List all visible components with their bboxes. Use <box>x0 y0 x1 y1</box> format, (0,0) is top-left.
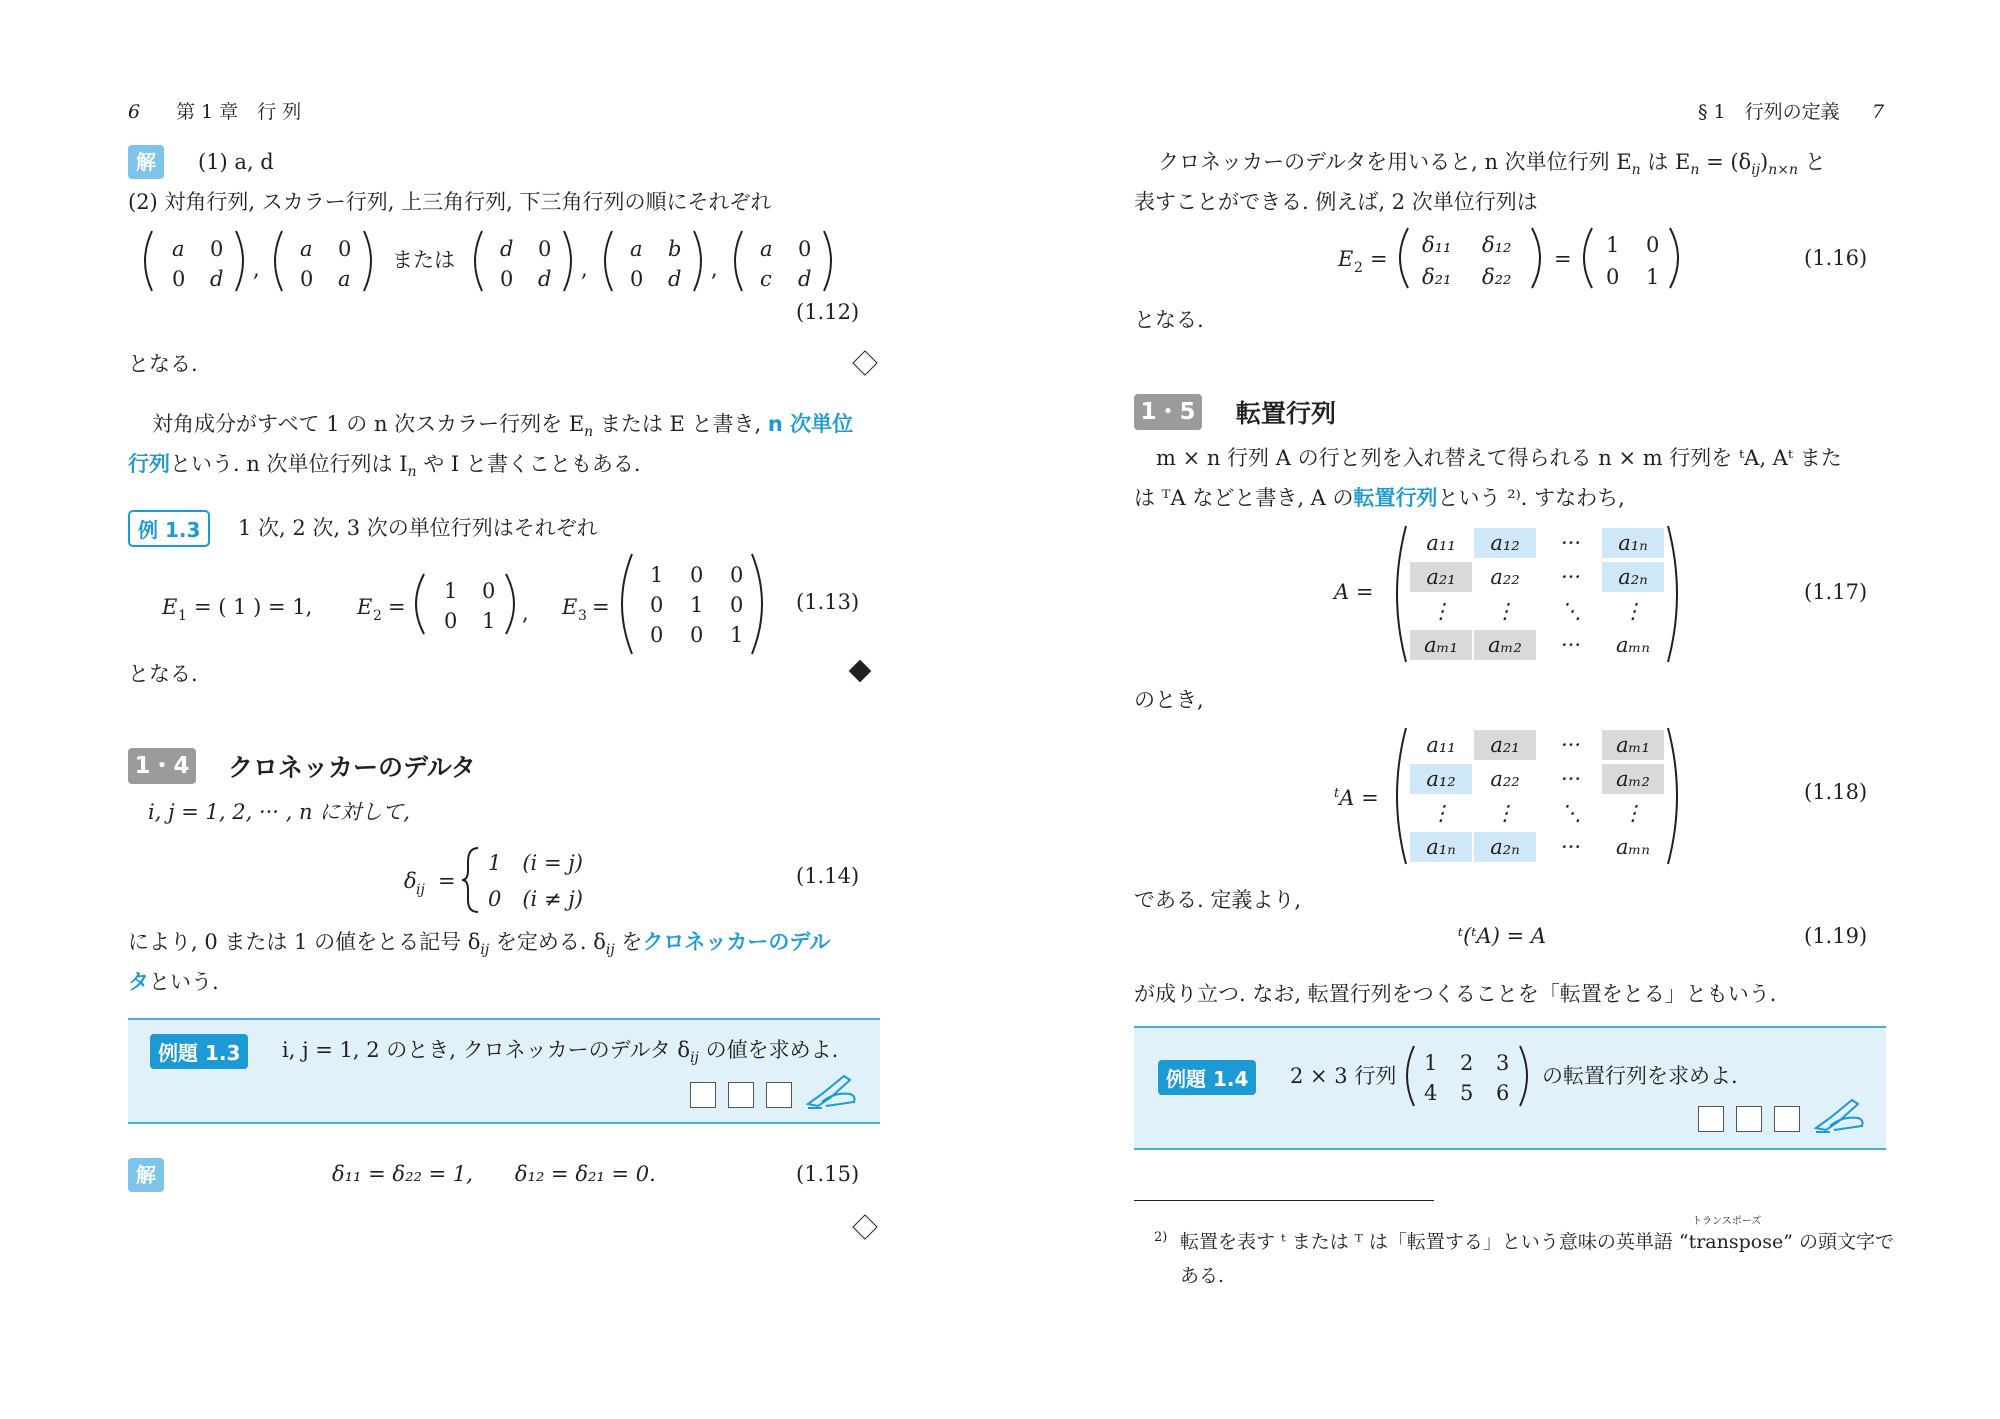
svg-text:3: 3 <box>578 608 587 624</box>
svg-text:=: = <box>1370 247 1388 271</box>
matrix-entry: a <box>338 267 351 291</box>
matrix-A-transpose: $^t$A = a₁₁ a₂₁ ··· aₘ₁ a₁₂ a₂₂ ··· aₘ₂ ⋮ ⋮ ⋱ ⋮ a₁ₙ a₂ₙ ··· aₘₙ <box>1334 726 1694 866</box>
matrix-entry: a <box>300 237 313 261</box>
svg-text:3: 3 <box>1496 1051 1510 1075</box>
kronecker-definition-line-2: タという. <box>128 970 219 994</box>
svg-text:=: = <box>1554 247 1572 271</box>
matrix-entry: aₘ₁ <box>1410 630 1472 660</box>
matrix-entry: d <box>668 267 682 291</box>
section-title: クロネッカーのデルタ <box>228 753 476 782</box>
problem-text-1-4-pre: 2 × 3 行列 <box>1290 1064 1397 1088</box>
svg-text:E: E <box>357 595 373 619</box>
matrix-entry: ⋮ <box>1622 599 1644 623</box>
svg-text:,: , <box>581 257 588 281</box>
svg-text:0: 0 <box>650 623 664 647</box>
svg-text:ij: ij <box>416 882 425 898</box>
matrix-entry: a₂ₙ <box>1474 832 1536 862</box>
svg-text:1: 1 <box>178 608 187 624</box>
matrix-entry: aₘₙ <box>1616 633 1650 657</box>
matrix-entry: 0 <box>500 267 514 291</box>
matrix-entry: a₂ₙ <box>1602 562 1664 592</box>
matrix-entry: ⋮ <box>1430 801 1452 825</box>
matrix-A: A = a₁₁ a₁₂ ··· a₁ₙ a₂₁ a₂₂ ··· a₂ₙ ⋮ ⋮ ⋱ ⋮ aₘ₁ aₘ₂ ··· aₘₙ <box>1334 524 1694 664</box>
solution-line-2: (2) 対角行列, スカラー行列, 上三角行列, 下三角行列の順にそれぞれ <box>128 190 772 214</box>
matrix-entry: a₁ₙ <box>1602 528 1664 558</box>
matrix-entry: a₁₂ <box>1410 764 1472 794</box>
footnote-mark: 2) <box>1154 1230 1168 1245</box>
solution-line-1: (1) a, d <box>198 150 274 174</box>
solution-badge-2: 解 <box>128 1158 164 1192</box>
intro-line-1: クロネッカーのデルタを用いると, n 次単位行列 $E_n$ は $E_n = (\delta_{ij})_{n\times n}$ と <box>1158 150 1826 179</box>
svg-text:=: = <box>388 595 406 619</box>
checkbox-6[interactable] <box>1774 1106 1800 1132</box>
svg-text:1: 1 <box>482 609 496 633</box>
matrix-entry: aₘ₁ <box>1602 730 1664 760</box>
svg-text:0: 0 <box>730 563 744 587</box>
checkbox-5[interactable] <box>1736 1106 1762 1132</box>
matrix-entry: a₁₁ <box>1426 531 1456 555</box>
section-number-1-5: 1・5 <box>1134 394 1202 430</box>
svg-text:0: 0 <box>1606 265 1620 289</box>
matrix-entry: 0 <box>630 267 644 291</box>
checkbox-2[interactable] <box>728 1082 754 1108</box>
matrix-entry: d <box>210 267 224 291</box>
transpose-line-1: m × n 行列 A の行と列を入れ替えて得られる n × m 行列を ᵗA, Aᵗ また <box>1156 446 1842 470</box>
equation-number-1-19: (1.19) <box>1804 924 1868 948</box>
svg-text:5: 5 <box>1460 1081 1474 1105</box>
problem-label-1-3: 例題 1.3 <box>150 1034 248 1069</box>
checkbox-1[interactable] <box>690 1082 716 1108</box>
svg-text:0: 0 <box>690 623 704 647</box>
matrix-entry: a₁ₙ <box>1410 832 1472 862</box>
dearu-text: である. 定義より, <box>1134 888 1302 912</box>
matrix-entry: ··· <box>1560 733 1582 757</box>
footnote-ruby: トランスポーズ <box>1692 1216 1762 1227</box>
equation-1-15: δ₁₁ = δ₂₂ = 1, δ₁₂ = δ₂₁ = 0. <box>332 1162 656 1186</box>
matrix-2x3 <box>1400 1042 1536 1110</box>
equation-number-1-13: (1.13) <box>796 590 860 614</box>
naru-text-1: となる. <box>128 352 198 376</box>
equation-number-1-16: (1.16) <box>1804 246 1868 270</box>
matrix-entry: 0 <box>210 237 224 261</box>
matrix-group-1-12 <box>138 226 858 296</box>
svg-text:δ₁₁: δ₁₁ <box>1422 233 1452 257</box>
matrix-entry: d <box>538 267 552 291</box>
svg-text:=: = <box>438 869 456 893</box>
equation-number-1-15: (1.15) <box>796 1162 860 1186</box>
section-number: 1・4 <box>128 748 196 784</box>
matrix-entry: d <box>500 237 514 261</box>
right-page-number: 7 <box>1872 101 1885 123</box>
svg-text:1: 1 <box>1424 1051 1438 1075</box>
checkbox-4[interactable] <box>1698 1106 1724 1132</box>
term-transpose-matrix: 転置行列 <box>1353 486 1438 510</box>
problem-text-1-3: i, j = 1, 2 のとき, クロネッカーのデルタ $\delta_{ij}$ の値を求めよ. <box>282 1038 839 1067</box>
unit-matrix-paragraph-line-2: 行列という. n 次単位行列は $I_n$ や I と書くこともある. <box>128 452 641 481</box>
or-text: または <box>392 248 455 272</box>
svg-text:2: 2 <box>373 608 382 624</box>
kronecker-definition-line-1: により, 0 または 1 の値をとる記号 $\delta_{ij}$ を定める. $\delta_{ij}$ をクロネッカーのデル <box>128 930 831 959</box>
problem-label-1-4: 例題 1.4 <box>1158 1060 1256 1095</box>
svg-text:6: 6 <box>1496 1081 1510 1105</box>
matrix-entry: 0 <box>300 267 314 291</box>
matrix-entry: 0 <box>798 237 812 261</box>
matrix-entry: a₂₂ <box>1490 767 1520 791</box>
svg-text:,: , <box>253 257 260 281</box>
intro-line-2: 表すことができる. 例えば, 2 次単位行列は <box>1134 190 1538 214</box>
svg-text:2: 2 <box>1460 1051 1474 1075</box>
matrix-entry: 0 <box>338 237 352 261</box>
footnote-line-1: 転置を表す ᵗ または ᵀ は「転置する」という意味の英単語 “transpose” の頭文字で <box>1180 1231 1894 1253</box>
equation-1-13 <box>160 552 860 656</box>
term-unit-matrix: n 次単位 <box>767 412 854 436</box>
svg-text:δ₁₂: δ₁₂ <box>1482 233 1512 257</box>
matrix-entry: 0 <box>538 237 552 261</box>
unit-matrix-paragraph-line-1: 対角成分がすべて 1 の n 次スカラー行列を $E_n$ または E と書き, n 次単位 <box>152 412 854 441</box>
svg-text:E: E <box>562 595 578 619</box>
matrix-entry: a₁₂ <box>1474 528 1536 558</box>
matrix-entry: a <box>172 237 185 261</box>
svg-text:0: 0 <box>690 563 704 587</box>
equation-1-12 <box>138 226 858 296</box>
svg-text:0: 0 <box>444 609 458 633</box>
matrix-entry: c <box>760 267 772 291</box>
nototoki-text: のとき, <box>1134 688 1204 712</box>
transpose-last-line: が成り立つ. なお, 転置行列をつくることを「転置をとる」ともいう. <box>1134 982 1777 1006</box>
svg-text:= ( 1 ) = 1,: = ( 1 ) = 1, <box>194 595 313 619</box>
matrix-entry: aₘₙ <box>1616 835 1650 859</box>
svg-text:4: 4 <box>1424 1081 1438 1105</box>
end-of-example-icon <box>849 660 872 683</box>
matrix-entry: a₂₂ <box>1490 565 1520 589</box>
svg-text:,: , <box>711 257 718 281</box>
matrix-entry: ⋮ <box>1494 599 1516 623</box>
svg-text:1: 1 <box>690 593 704 617</box>
footnote-line-2: ある. <box>1180 1265 1225 1287</box>
matrix-entry: aₘ₂ <box>1474 630 1536 660</box>
svg-text:1: 1 <box>650 563 664 587</box>
matrix-entry: ⋱ <box>1560 801 1582 825</box>
equation-number-1-17: (1.17) <box>1804 580 1868 604</box>
problem-text-1-4-post: の転置行列を求めよ. <box>1542 1064 1738 1088</box>
svg-text:E: E <box>1338 247 1354 271</box>
equation-number-1-12: (1.12) <box>796 300 860 324</box>
right-section-header: § 1 行列の定義 <box>1698 101 1840 123</box>
svg-text:δ₂₂: δ₂₂ <box>1482 265 1512 289</box>
svg-text:δ₂₁: δ₂₁ <box>1422 265 1452 289</box>
svg-text:0: 0 <box>1646 233 1660 257</box>
svg-text:0: 0 <box>482 579 496 603</box>
svg-text:2: 2 <box>1354 260 1363 276</box>
matrix-entry: a₁₁ <box>1426 733 1456 757</box>
svg-text:1: 1 <box>1646 265 1660 289</box>
section-title-1-5: 転置行列 <box>1236 399 1337 428</box>
left-page-number: 6 <box>128 101 141 123</box>
matrix-entry: a <box>760 237 773 261</box>
pen-hand-icon-2 <box>1812 1092 1866 1134</box>
svg-text:1 (i = j): 1 (i = j) <box>488 851 583 875</box>
footnote-rule <box>1134 1200 1434 1201</box>
matrix-entry: ··· <box>1560 531 1582 555</box>
matrix-entry: a₂₁ <box>1474 730 1536 760</box>
svg-text:1: 1 <box>1606 233 1620 257</box>
matrix-entry: ⋮ <box>1622 801 1644 825</box>
matrix-entry: ··· <box>1560 633 1582 657</box>
svg-text:0: 0 <box>730 593 744 617</box>
svg-text:E: E <box>162 595 178 619</box>
svg-text:=: = <box>592 595 610 619</box>
transpose-line-2: は ᵀA などと書き, A の転置行列という ²⁾. すなわち, <box>1134 486 1625 510</box>
matrix-entry: ⋮ <box>1430 599 1452 623</box>
matrix-entry: 0 <box>172 267 186 291</box>
end-of-solution-icon-2 <box>852 1214 877 1239</box>
equation-1-14 <box>400 838 660 918</box>
matrix-entry: b <box>668 237 682 261</box>
svg-text:δ: δ <box>404 869 417 893</box>
matrix-entry: a₂₁ <box>1410 562 1472 592</box>
end-of-solution-icon <box>852 350 877 375</box>
matrix-entry: ··· <box>1560 565 1582 589</box>
matrix-entry: a <box>630 237 643 261</box>
example-label: 例 1.3 <box>128 510 210 547</box>
equation-number-1-14: (1.14) <box>796 864 860 888</box>
solution-badge: 解 <box>128 145 164 179</box>
matrix-entry: aₘ₂ <box>1602 764 1664 794</box>
matrix-entry: d <box>798 267 812 291</box>
left-chapter-header: 第 1 章 行 列 <box>176 101 302 123</box>
pen-hand-icon <box>804 1068 858 1110</box>
naru-text-2: となる. <box>128 662 198 686</box>
svg-text:0 (i ≠ j): 0 (i ≠ j) <box>488 887 583 911</box>
equation-1-16 <box>1336 222 1696 294</box>
equation-1-19: ᵗ(ᵗA) = A <box>1458 924 1547 948</box>
term-kronecker-delta: クロネッカーのデル <box>642 930 831 954</box>
svg-text:1: 1 <box>730 623 744 647</box>
checkbox-3[interactable] <box>766 1082 792 1108</box>
kronecker-intro: i, j = 1, 2, ··· , n に対して, <box>148 800 410 824</box>
example-text: 1 次, 2 次, 3 次の単位行列はそれぞれ <box>238 516 598 540</box>
matrix-entry: ⋱ <box>1560 599 1582 623</box>
matrix-entry: ··· <box>1560 767 1582 791</box>
naru-text-3: となる. <box>1134 308 1204 332</box>
svg-text:,: , <box>522 601 529 625</box>
matrix-entry: ⋮ <box>1494 801 1516 825</box>
matrix-entry: ··· <box>1560 835 1582 859</box>
svg-text:1: 1 <box>444 579 458 603</box>
equation-number-1-18: (1.18) <box>1804 780 1868 804</box>
svg-text:0: 0 <box>650 593 664 617</box>
